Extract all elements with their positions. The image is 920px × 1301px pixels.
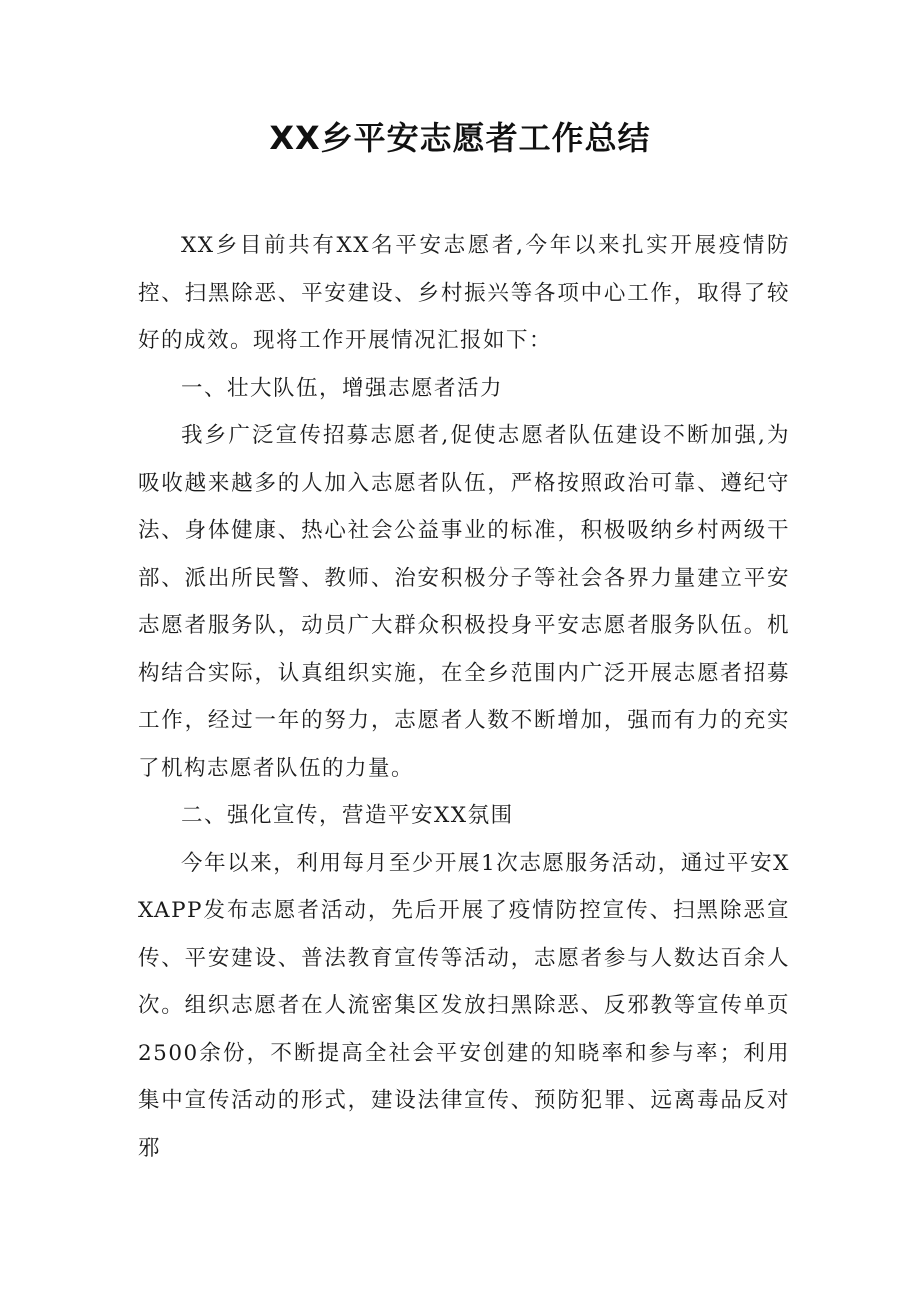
section-heading-1: 一、壮大队伍，增强志愿者活力: [181, 375, 504, 401]
section-paragraph-2: 今年以来，利用每月至少开展1次志愿服务活动，通过平安XXAPP发布志愿者活动，先后开展了疫情防控宣传、扫黑除恶宣传、平安建设、普法教育宣传等活动，志愿者参与人数达百余人次。组织志愿者在人流密集区发放扫黑除恶、反邪教等宣传单页2500余份，不断提高全社会平安创建的知晓率和参与率；利用集中宣传活动的形式，建设法律宣传、预防犯罪、远离毒品反对邪: [138, 850, 790, 1161]
section-paragraph-1: 我乡广泛宣传招募志愿者,促使志愿者队伍建设不断加强,为吸收越来越多的人加入志愿者队伍，严格按照政治可靠、遵纪守法、身体健康、热心社会公益事业的标准，积极吸纳乡村两级干部、派出所民警、教师、治安积极分子等社会各界力量建立平安志愿者服务队，动员广大群众积极投身平安志愿者服务队伍。机构结合实际，认真组织实施，在全乡范围内广泛开展志愿者招募工作，经过一年的努力，志愿者人数不断增加，强而有力的充实了机构志愿者队伍的力量。: [138, 423, 790, 781]
intro-paragraph: XX乡目前共有XX名平安志愿者,今年以来扎实开展疫情防控、扫黑除恶、平安建设、乡村振兴等各项中心工作，取得了较好的成效。现将工作开展情况汇报如下：: [138, 233, 790, 353]
section-heading-2: 二、强化宣传，营造平安XX氛围: [181, 803, 514, 828]
page-title: XX乡平安志愿者工作总结: [269, 119, 651, 157]
document-body: [138, 222, 790, 1172]
